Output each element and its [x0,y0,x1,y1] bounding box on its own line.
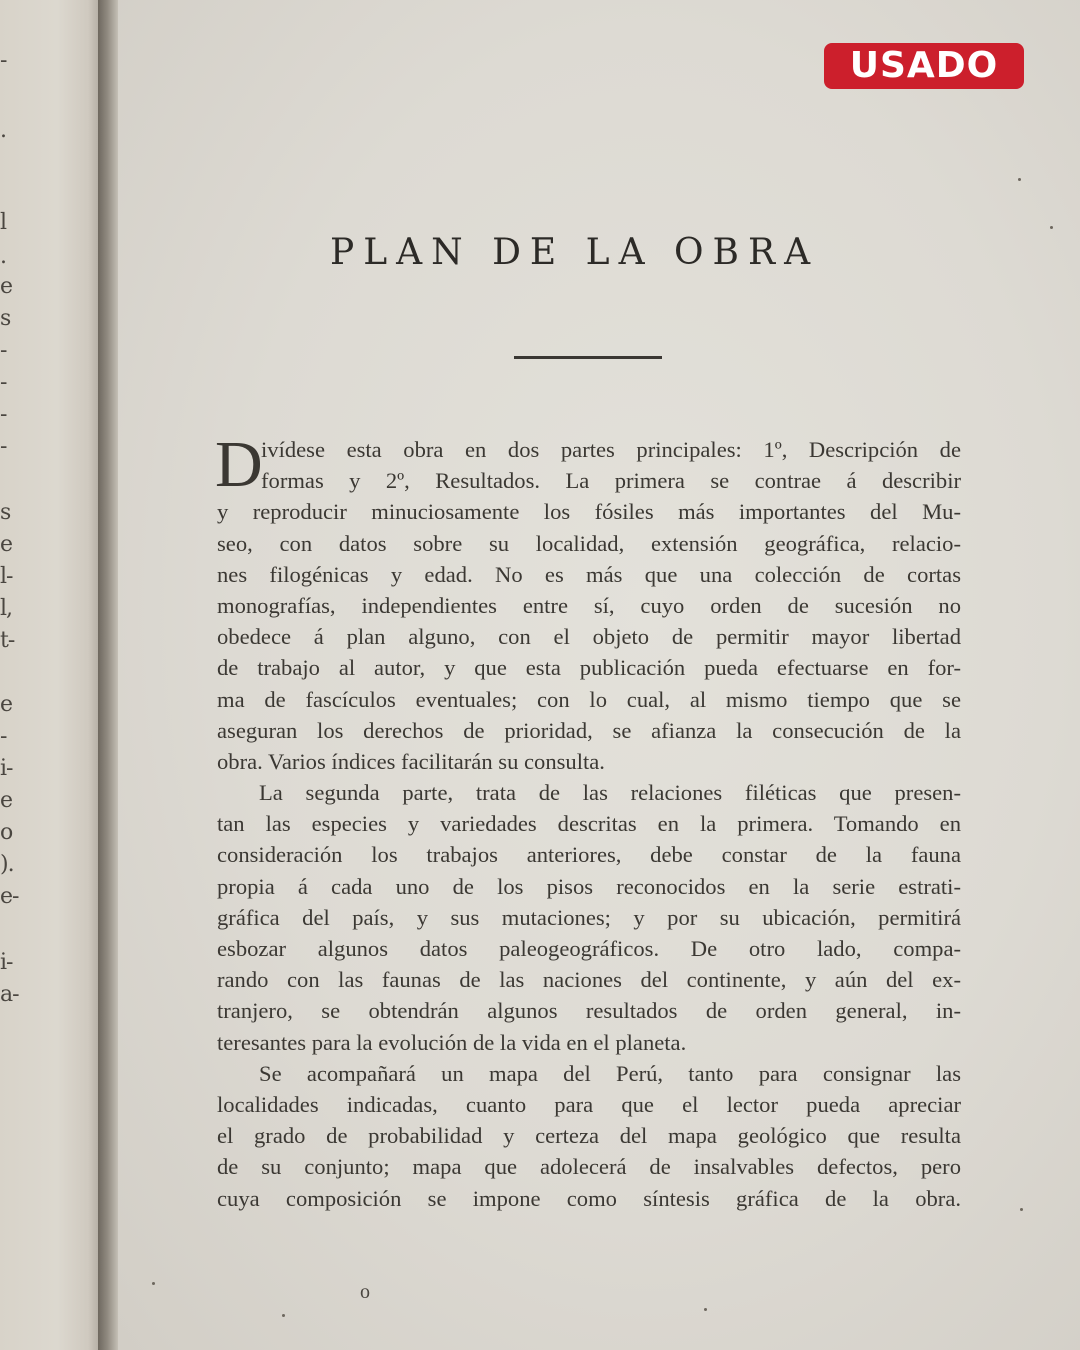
left-page-fragment: e [0,692,13,717]
left-page-fragment: - [0,370,7,395]
text-line: monografías, independientes entre sí, cuyo orden de sucesión no [217,592,961,618]
left-page-fragment: e [0,788,13,813]
text-line: obedece á plan alguno, con el objeto de permitir mayor libertad [217,624,961,650]
text-line: el grado de probabilidad y certeza del mapa geológico que resulta [217,1123,961,1149]
page-footer-mark: o [360,1281,370,1303]
previous-page-edge [0,0,104,1350]
text-line: tan las especies y variedades descritas en la primera. Tomando en [217,811,961,837]
left-page-fragment: l, [0,596,13,621]
text-line: rando con las faunas de las naciones del continente, y aún del ex- [217,967,961,993]
text-line: tranjero, se obtendrán algunos resultados de orden general, in- [217,998,961,1024]
left-page-fragment: . [0,244,6,269]
text-line: gráfica del país, y sus mutaciones; y por su ubicación, permitirá [217,904,961,930]
left-page-fragment: s [0,500,11,525]
left-page-fragment: e [0,532,13,557]
left-page-fragment: - [0,402,7,427]
left-page-fragment: l- [0,564,13,589]
text-line: nes filogénicas y edad. No es más que una colección de cortas [217,561,961,587]
text-line: consideración los trabajos anteriores, debe constar de la fauna [217,842,961,868]
left-page-fragment: - [0,724,7,749]
paper-speck [282,1314,285,1317]
text-line: esbozar algunos datos paleogeográficos. De otro lado, compa- [217,936,961,961]
text-line: Se acompañará un mapa del Perú, tanto para consignar las [259,1060,961,1086]
left-page-fragment: s [0,306,11,331]
text-line: propia á cada uno de los pisos reconocidos en la serie estrati- [217,873,961,899]
left-page-fragment: - [0,48,7,73]
left-page-fragment: l [0,210,7,235]
left-page-fragment: o [0,820,13,845]
paper-speck [152,1282,155,1285]
paper-speck [1020,1208,1023,1211]
text-line: de su conjunto; mapa que adolecerá de insalvables defectos, pero [217,1154,961,1180]
text-line: La segunda parte, trata de las relaciones filéticas que presen- [259,780,961,806]
left-page-fragment: . [0,118,6,143]
used-condition-badge: USADO [824,43,1024,89]
left-page-fragment: e [0,274,13,299]
text-line: aseguran los derechos de prioridad, se afianza la consecución de la [217,717,961,743]
left-page-fragment: - [0,434,7,459]
text-line: ivídese esta obra en dos partes principales: 1º, Descripción de [261,437,961,462]
body-text [215,428,961,1214]
left-page-fragment: ). [0,852,14,877]
text-line: de trabajo al autor, y que esta publicación pueda efectuarse en for- [217,655,961,681]
text-line: seo, con datos sobre su localidad, extensión geográfica, relacio- [217,530,961,556]
left-page-fragment: i- [0,756,13,781]
text-line: ma de fascículos eventuales; con lo cual, al mismo tiempo que se [217,686,961,712]
text-line: formas y 2º, Resultados. La primera se contrae á describir [261,468,961,494]
text-line: localidades indicadas, cuanto para que el lector pueda apreciar [217,1091,961,1117]
page-title: PLAN DE LA OBRA [330,232,820,273]
left-page-fragment: e- [0,884,19,909]
paper-speck [1018,178,1021,181]
text-line: y reproducir minuciosamente los fósiles más importantes del Mu- [217,499,961,525]
paper-speck [1050,226,1053,229]
left-page-fragment: a- [0,982,19,1007]
left-page-fragment: i- [0,950,13,975]
title-rule-divider [514,356,662,359]
left-page-fragment: t- [0,628,15,653]
text-line: cuya composición se impone como síntesis gráfica de la obra. [217,1185,961,1211]
paper-speck [704,1308,707,1311]
text-line: teresantes para la evolución de la vida en el planeta. [217,1029,687,1055]
text-line: obra. Varios índices facilitarán su consulta. [217,748,605,774]
left-page-fragment: - [0,338,7,363]
drop-cap-letter: D [215,428,263,501]
